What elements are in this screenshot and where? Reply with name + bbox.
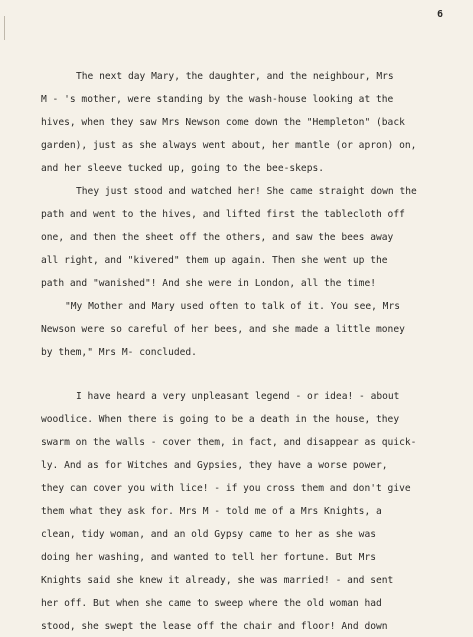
text-line-9: all right, and "kivered" them up again. Then she went up the (41, 255, 388, 266)
text-line-18: they can cover you with lice! - if you cross them and don't give (41, 483, 411, 494)
text-line-3: hives, when they saw Mrs Newson come down the "Hempleton" (back (41, 117, 405, 128)
text-line-19: them what they ask for. Mrs M - told me of a Mrs Knights, a (41, 506, 382, 517)
text-line-5: and her sleeve tucked up, going to the bee-skeps. (41, 163, 325, 174)
text-line-1: The next day Mary, the daughter, and the neighbour, Mrs (76, 71, 394, 82)
text-line-11: "My Mother and Mary used often to talk of it. You see, Mrs (65, 301, 401, 312)
text-line-8: one, and then the sheet off the others, and saw the bees away (41, 232, 394, 243)
text-line-12: Newson were so careful of her bees, and she made a little money (41, 324, 405, 335)
margin-mark (4, 16, 5, 40)
text-line-15: woodlice. When there is going to be a death in the house, they (41, 414, 400, 425)
text-line-23: her off. But when she came to sweep where the old woman had (41, 598, 382, 609)
page-number: 6 (436, 9, 443, 20)
text-line-4: garden), just as she always went about, her mantle (or apron) on, (41, 140, 417, 151)
text-line-6: They just stood and watched her! She came straight down the (76, 186, 417, 197)
text-line-24: stood, she swept the lease off the chair and floor! And down (41, 621, 388, 632)
text-line-21: doing her washing, and wanted to tell her fortune. But Mrs (41, 552, 377, 563)
text-line-17: ly. And as for Witches and Gypsies, they have a worse power, (41, 460, 388, 471)
text-line-10: path and "wanished"! And she were in London, all the time! (41, 278, 377, 289)
text-line-22: Knights said she knew it already, she was married! - and sent (41, 575, 394, 586)
text-line-20: clean, tidy woman, and an old Gypsy came to her as she was (41, 529, 377, 540)
text-line-14: I have heard a very unpleasant legend - or idea! - about (76, 391, 400, 402)
text-line-13: by them," Mrs M- concluded. (41, 347, 197, 358)
text-line-2: M - 's mother, were standing by the wash-house looking at the (41, 94, 394, 105)
text-line-16: swarm on the walls - cover them, in fact, and disappear as quick- (41, 437, 417, 448)
text-line-7: path and went to the hives, and lifted first the tablecloth off (41, 209, 405, 220)
